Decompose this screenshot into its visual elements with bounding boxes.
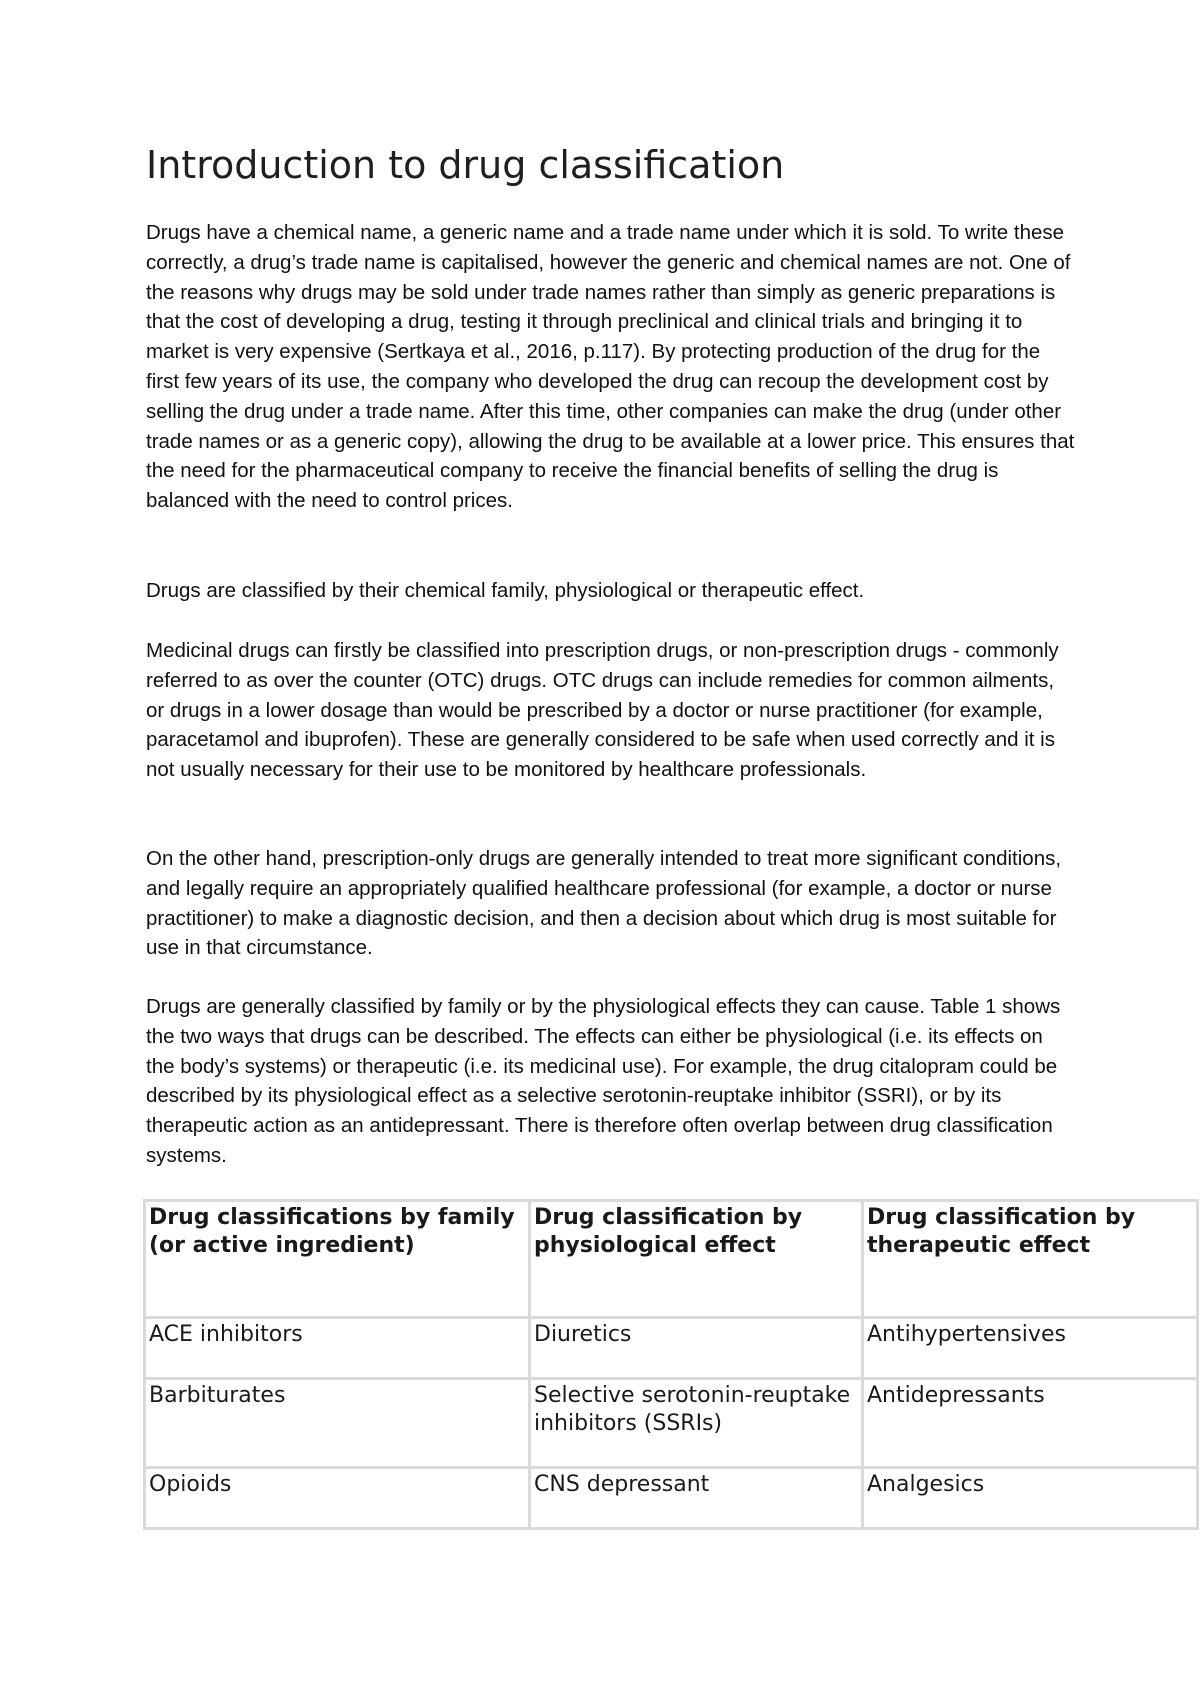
table-cell: Opioids	[145, 1468, 530, 1529]
table-header-row	[145, 1201, 1198, 1318]
header-therapeutic: Drug classification by therapeutic effect	[863, 1201, 1198, 1318]
drug-classification-table	[143, 1199, 1199, 1530]
table-cell: Antihypertensives	[863, 1318, 1198, 1379]
paragraph-classification-systems: Drugs are generally classified by family or by the physiological effects they can cause. Table 1 shows the two ways that drugs can be described. The effects can either be physiological (i.e. its effects on the body’s systems) or therapeutic (i.e. its medicinal use). For example, the drug citalopram could be described by its physiological effect as a selective serotonin-reuptake inhibitor (SSRI), or by its therapeutic action as an antidepressant. There is therefore often overlap between drug classification systems.	[146, 995, 1061, 1167]
table-row	[145, 1468, 1198, 1529]
table-cell: Diuretics	[530, 1318, 863, 1379]
table-row	[145, 1318, 1198, 1379]
table-cell: Barbiturates	[145, 1379, 530, 1468]
paragraph-trade-names: Drugs have a chemical name, a generic name and a trade name under which it is sold. To write these correctly, a drug’s trade name is capitalised, however the generic and chemical names are not. One of the reasons why drugs may be sold under trade names rather than simply as generic preparations is that the cost of developing a drug, testing it through preclinical and clinical trials and bringing it to market is very expensive (Sertkaya et al., 2016, p.117). By protecting production of the drug for the first few years of its use, the company who developed the drug can recoup the development cost by selling the drug under a trade name. After this time, other companies can make the drug (under other trade names or as a generic copy), allowing the drug to be available at a lower price. This ensures that the need for the pharmaceutical company to receive the financial benefits of selling the drug is balanced with the need to control prices.	[146, 221, 1075, 513]
table-cell: Selective serotonin-reuptake inhibitors (SSRIs)	[530, 1379, 863, 1468]
table-cell: ACE inhibitors	[145, 1318, 530, 1379]
paragraph-prescription-drugs: On the other hand, prescription-only drugs are generally intended to treat more significant conditions, and legally require an appropriately qualified healthcare professional (for example, a doctor or nurse practitioner) to make a diagnostic decision, and then a decision about which drug is most suitable for use in that circumstance.	[146, 847, 1062, 960]
table-cell: CNS depressant	[530, 1468, 863, 1529]
page-title: Introduction to drug classification	[146, 143, 785, 187]
paragraph-classification-summary: Drugs are classified by their chemical family, physiological or therapeutic effect.	[146, 579, 865, 602]
paragraph-otc-drugs: Medicinal drugs can firstly be classified into prescription drugs, or non-prescription drugs - commonly referred to as over the counter (OTC) drugs. OTC drugs can include remedies for common ailments, or drugs in a lower dosage than would be prescribed by a doctor or nurse practitioner (for example, paracetamol and ibuprofen). These are generally considered to be safe when used correctly and it is not usually necessary for their use to be monitored by healthcare professionals.	[146, 639, 1059, 782]
table-cell: Analgesics	[863, 1468, 1198, 1529]
header-family: Drug classifications by family (or active ingredient)	[145, 1201, 530, 1318]
table-row	[145, 1379, 1198, 1468]
table-cell: Antidepressants	[863, 1379, 1198, 1468]
header-physiological: Drug classification by physiological effect	[530, 1201, 863, 1318]
